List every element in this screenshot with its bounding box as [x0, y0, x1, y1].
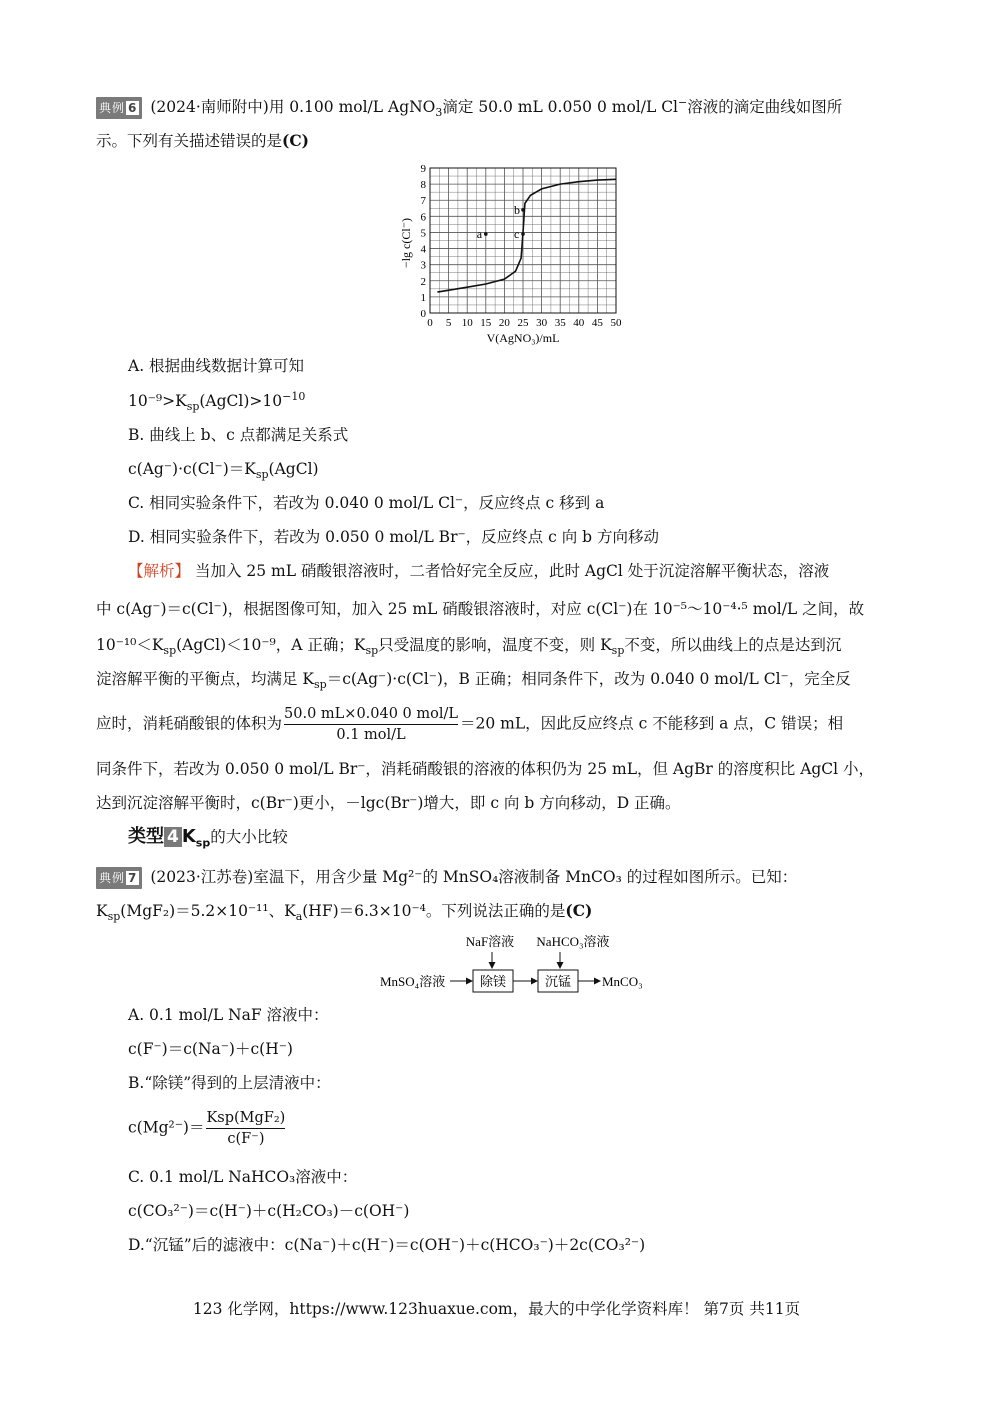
q7-option-b: B.“除镁”得到的上层清液中： [128, 1074, 331, 1092]
analysis-line5: 应时，消耗硝酸银的体积为 $\frac{\text{50.0 mL×0.040 0 mol/L}}{\text{0.1 mol/L}}$ ＝20 mL，因此反应终点 c 不能移到 a 点，C 错误；相 [96, 706, 844, 743]
analysis-line6: 同条件下，若改为 0.050 0 mol/L Br⁻，消耗硝酸银的溶液的体积仍为 25 mL，但 AgBr 的溶度积比 AgCl 小， [96, 760, 875, 778]
titration-chart [398, 158, 628, 348]
analysis-label: 【解析】 [128, 562, 191, 580]
x-tick-label: 15 [480, 317, 492, 329]
step-remove-mg-label: 除镁 [479, 974, 507, 989]
flow-input: MnSO₄溶液 [380, 974, 446, 989]
analysis-line2: 中 c(Ag⁻)＝c(Cl⁻)，根据图像可知，加入 25 mL 硝酸银溶液时，对应 c(Cl⁻)在 10⁻⁵～10⁻⁴·⁵ mol/L 之间，故 [96, 600, 865, 618]
analysis-line1: 【解析】 当加入 25 mL 硝酸银溶液时，二者恰好完全反应，此时 AgCl 处于沉淀溶解平衡状态，溶液 [128, 562, 830, 580]
q7-option-c-formula: c(CO₃²⁻)＝c(H⁻)＋c(H₂CO₃)－c(OH⁻) [128, 1202, 410, 1220]
x-tick-label: 20 [498, 317, 510, 329]
q7-option-b-formula: c(Mg²⁻)＝ $\frac{\text{Ksp(MgF₂)}}{c(F^-)}$ [128, 1110, 286, 1147]
process-flow-diagram [380, 930, 670, 1000]
q6-option-a-formula: $10^{-9}>K_{sp}(AgCl)>10^{-10}$ [128, 389, 306, 414]
point-b [521, 208, 525, 212]
x-tick-label: 45 [591, 317, 603, 329]
x-tick-label: 50 [610, 317, 622, 329]
analysis-line7: 达到沉淀溶解平衡时，c(Br⁻)更小，－lgc(Br⁻)增大，即 c 向 b 方向移动，D 正确。 [96, 794, 681, 812]
point-label-b: b [514, 202, 520, 217]
example-tag: 典例 7 [96, 867, 142, 889]
analysis-line4: 淀溶解平衡的平衡点，均满足 $K_{sp}=c(Ag^-)\cdot c(Cl^-)$，B 正确；相同条件下，改为 0.040 0 mol/L Cl⁻，完全反 [96, 670, 851, 692]
x-tick-label: 30 [536, 317, 548, 329]
x-tick-label: 10 [461, 317, 473, 329]
point-a [484, 232, 488, 236]
x-tick-label: 35 [554, 317, 566, 329]
y-tick-label: 4 [420, 243, 426, 256]
point-c [521, 232, 525, 236]
answer: (C) [282, 131, 310, 150]
q6-option-b-formula: $c(Ag^-)\cdot c(Cl^-)=K_{sp}(AgCl)$ [128, 460, 319, 482]
q6-option-b: B. 曲线上 b、c 点都满足关系式 [128, 426, 349, 444]
q7-option-d: D.“沉锰”后的滤液中：c(Na⁻)＋c(H⁻)＝c(OH⁻)＋c(HCO₃⁻)＋2c(CO₃²⁻) [128, 1236, 646, 1254]
y-tick-label: 5 [420, 227, 426, 240]
x-tick-label: 40 [573, 317, 585, 329]
answer: (C) [565, 901, 593, 920]
q6-stem-line2: 示。下列有关描述错误的是(C) [96, 131, 310, 150]
q6-option-c: C. 相同实验条件下，若改为 0.040 0 mol/L Cl⁻，反应终点 c 移到 a [128, 494, 605, 512]
y-tick-label: 8 [420, 179, 426, 192]
q7-option-c: C. 0.1 mol/L NaHCO₃溶液中： [128, 1168, 358, 1186]
q7-stem-line2: $K_{sp}(MgF_2)=5.2\times 10^{-11}$、$K_a(HF)=6.3\times 10^{-4}$。下列说法正确的是(C) [96, 901, 593, 924]
page-footer: 123 化学网，https://www.123huaxue.com，最大的中学化学资料库！ 第7页 共11页 [192, 1300, 801, 1318]
q6-option-a: A. 根据曲线数据计算可知 [128, 357, 305, 375]
point-label-c: c [514, 227, 520, 242]
point-label-a: a [476, 227, 483, 242]
q7-option-a-formula: c(F⁻)＝c(Na⁻)＋c(H⁻) [128, 1040, 293, 1058]
y-tick-label: 3 [420, 259, 426, 272]
q7-stem-line1: 典例 7 (2023·江苏卷)室温下，用含少量 Mg²⁻的 MnSO₄溶液制备 MnCO₃ 的过程如图所示。已知： [96, 866, 797, 889]
y-tick-label: 6 [420, 211, 426, 224]
reagent-naf: NaF溶液 [465, 934, 515, 949]
y-tick-label: 1 [420, 291, 426, 304]
y-tick-label: 9 [420, 163, 426, 175]
y-tick-label: 0 [420, 308, 426, 320]
q7-option-a: A. 0.1 mol/L NaF 溶液中： [128, 1006, 329, 1024]
q6-option-d: D. 相同实验条件下，若改为 0.050 0 mol/L Br⁻，反应终点 c 向 b 方向移动 [128, 528, 659, 546]
y-tick-label: 2 [420, 275, 426, 288]
y-tick-label: 7 [420, 195, 426, 208]
q6-stem-line1: 典例 6 (2024·南师附中)用 0.100 mol/L AgNO$_3$滴定 50.0 mL 0.050 0 mol/L Cl−溶液的滴定曲线如图所 [96, 96, 842, 119]
x-axis-label: V(AgNO₃)/mL [486, 331, 560, 345]
titration-curve [437, 179, 616, 292]
step-precipitate-mn-label: 沉锰 [544, 974, 572, 989]
volume-fraction: $\frac{\text{50.0 mL×0.040 0 mol/L}}{\text{0.1 mol/L}}$ [284, 706, 459, 743]
analysis-line3: $10^{-10}<K_{sp}(AgCl)<10^{-9}$，A 正确；$K_{sp}$只受温度的影响，温度不变，则 $K_{sp}$不变，所以曲线上的点是达到沉 [96, 636, 842, 658]
example-tag: 典例 6 [96, 97, 142, 119]
x-tick-label: 25 [517, 317, 529, 329]
x-tick-label: 5 [445, 317, 452, 329]
section-heading: 类型 4 $K_{sp}$的大小比较 [128, 826, 288, 850]
x-tick-label: 0 [427, 317, 433, 329]
y-axis-label: −lg c(Cl⁻) [399, 217, 413, 269]
mg-fraction: $\frac{\text{Ksp(MgF₂)}}{c(F^-)}$ [206, 1110, 286, 1147]
reagent-nahco3: NaHCO₃溶液 [536, 934, 610, 949]
flow-output: MnCO₃ [602, 974, 643, 989]
